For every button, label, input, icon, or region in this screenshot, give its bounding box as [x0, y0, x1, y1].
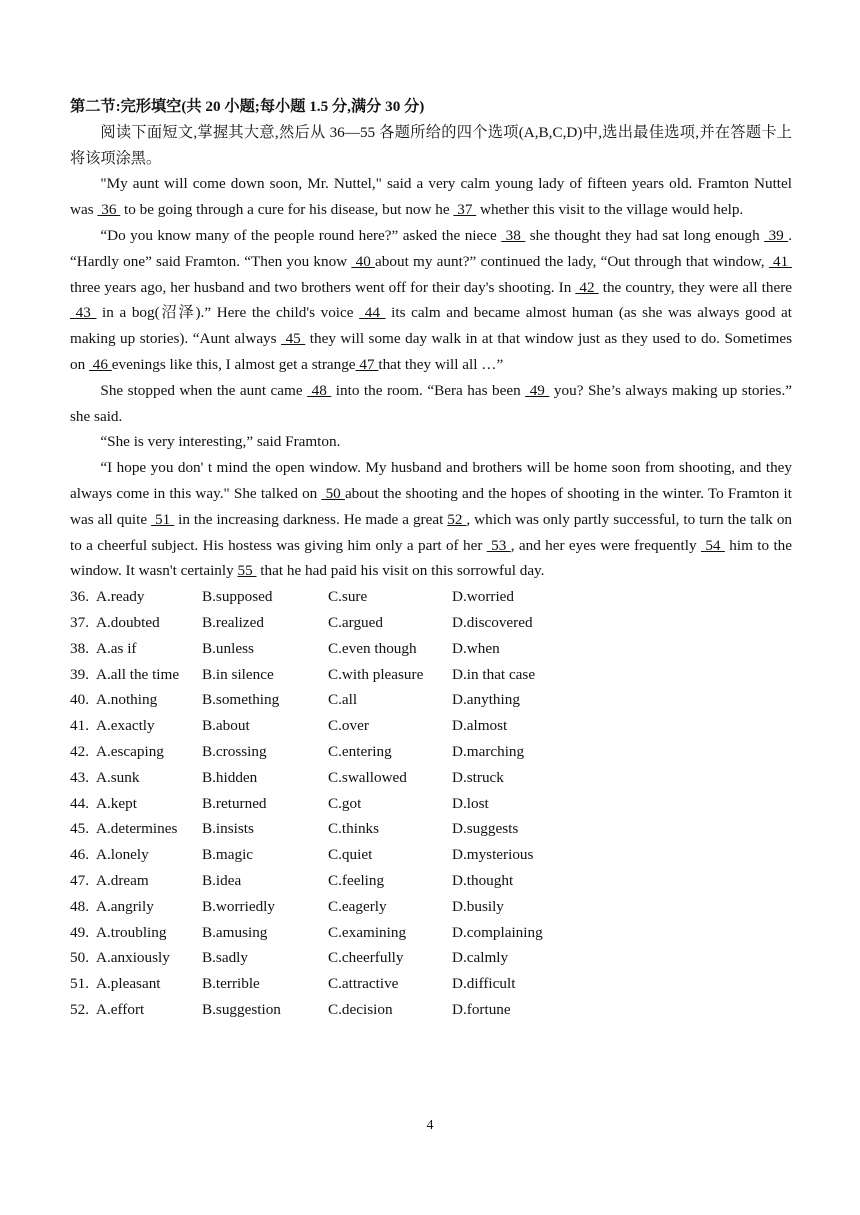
passage-text: “I hope you don' t mind the open window. My husband and brothers will be home soon from shooting, and they always come in this way." She talked on: [70, 459, 792, 502]
answer-blank: 43: [70, 304, 97, 322]
answer-blank: 44: [359, 304, 386, 322]
passage-text: about my aunt?” continued the lady, “Out through that window,: [375, 252, 769, 270]
passage-paragraph-3: [70, 378, 792, 430]
passage-text: in a bog(沼泽).” Here the child's voice: [96, 304, 360, 322]
answer-blank: 53: [486, 536, 511, 554]
question-number: 36.: [70, 588, 89, 606]
option-a: A.troubling: [96, 923, 167, 941]
answer-blank: 51: [151, 510, 175, 528]
option-d: D.discovered: [452, 613, 533, 631]
passage-paragraph-5: [70, 455, 792, 584]
option-c: C.even though: [328, 639, 417, 657]
option-row: [70, 765, 792, 791]
option-b: B.unless: [202, 639, 254, 657]
option-d: D.struck: [452, 768, 504, 786]
option-d: D.complaining: [452, 923, 543, 941]
question-number: 48.: [70, 897, 89, 915]
question-number: 38.: [70, 639, 89, 657]
option-row: [70, 636, 792, 662]
option-b: B.returned: [202, 794, 267, 812]
option-c: C.examining: [328, 923, 407, 941]
option-a: A.doubted: [96, 613, 160, 631]
answer-blank: 47: [355, 355, 379, 373]
option-row: [70, 894, 792, 920]
passage-text: its calm and became almost human (as she was always good at making up stories). “Aunt always: [70, 304, 792, 348]
option-d: D.fortune: [452, 1000, 511, 1018]
question-number: 49.: [70, 923, 89, 941]
passage-text: in the increasing darkness. He made a great: [174, 510, 448, 528]
question-number: 39.: [70, 665, 89, 683]
option-a: A.angrily: [96, 897, 154, 915]
passage-text: three years ago, her husband and two brothers went off for their day's shooting. In: [70, 278, 576, 296]
passage-text: She stopped when the aunt came: [100, 381, 308, 399]
option-a: A.ready: [96, 588, 145, 606]
question-number: 51.: [70, 975, 89, 993]
question-number: 37.: [70, 613, 89, 631]
option-d: D.almost: [452, 717, 508, 735]
option-c: C.argued: [328, 613, 383, 631]
answer-blank: 42: [575, 278, 599, 296]
option-b: B.crossing: [202, 742, 267, 760]
option-b: B.magic: [202, 846, 254, 864]
answer-blank: 39: [764, 226, 789, 244]
passage-text: evenings like this, I almost get a strange: [111, 355, 356, 373]
answer-blank: 46: [88, 355, 112, 373]
option-row: [70, 971, 792, 997]
passage-text: that they will all …”: [378, 355, 504, 373]
passage-paragraph-4: [70, 429, 792, 455]
option-a: A.anxiously: [96, 949, 170, 967]
question-number: 40.: [70, 691, 89, 709]
option-b: B.something: [202, 691, 280, 709]
option-a: A.exactly: [96, 717, 155, 735]
option-row: [70, 662, 792, 688]
option-c: C.swallowed: [328, 768, 407, 786]
question-number: 44.: [70, 794, 89, 812]
passage-text: you? She’s always making up stories.” she said.: [70, 381, 792, 425]
question-number: 47.: [70, 871, 89, 889]
options-list: [70, 584, 792, 1023]
page-number: 4: [426, 1118, 434, 1133]
passage-paragraph-2: [70, 223, 792, 378]
passage-text: the country, they were all there: [598, 278, 792, 296]
option-row: [70, 868, 792, 894]
option-c: C.entering: [328, 742, 392, 760]
option-b: B.realized: [202, 613, 264, 631]
option-c: C.with pleasure: [328, 665, 424, 683]
answer-blank: 55: [237, 562, 257, 580]
option-d: D.anything: [452, 691, 520, 709]
option-c: C.thinks: [328, 820, 380, 838]
option-row: [70, 791, 792, 817]
answer-blank: 54: [700, 536, 725, 554]
option-b: B.hidden: [202, 768, 258, 786]
option-d: D.worried: [452, 588, 514, 606]
exam-page: [70, 94, 792, 1023]
question-number: 52.: [70, 1000, 89, 1018]
instructions: 阅读下面短文,掌握其大意,然后从 36—55 各题所给的四个选项(A,B,C,D)中,选出最佳选项,并在答题卡上将该项涂黑。: [70, 123, 792, 167]
option-d: D.lost: [452, 794, 489, 812]
answer-blank: 38: [501, 226, 526, 244]
option-c: C.all: [328, 691, 358, 709]
passage-text: she thought they had sat long enough: [525, 226, 765, 244]
option-a: A.all the time: [96, 665, 180, 683]
option-a: A.escaping: [96, 742, 164, 760]
option-a: A.pleasant: [96, 975, 161, 993]
question-number: 42.: [70, 742, 89, 760]
passage-text: "My aunt will come down soon, Mr. Nuttel," said a very calm young lady of fifteen years old. Framton Nuttel was: [70, 175, 792, 219]
answer-blank: 37: [453, 201, 477, 219]
option-a: A.kept: [96, 794, 137, 812]
passage-text: . “Hardly one” said Framton. “Then you know: [70, 226, 793, 270]
passage-text: about the shooting and the hopes of shooting in the winter. To Framton it was all quite: [70, 484, 792, 528]
passage-body: [70, 223, 792, 584]
option-c: C.quiet: [328, 846, 373, 864]
answer-blank: 49: [525, 381, 550, 399]
passage-text: whether this visit to the village would help.: [476, 201, 744, 219]
option-d: D.marching: [452, 742, 525, 760]
option-row: [70, 713, 792, 739]
option-c: C.eagerly: [328, 897, 387, 915]
question-number: 45.: [70, 820, 89, 838]
passage-paragraph-1: [70, 171, 792, 223]
option-a: A.nothing: [96, 691, 158, 709]
option-d: D.mysterious: [452, 846, 534, 864]
passage-text: into the room. “Bera has been: [331, 381, 526, 399]
passage-text: to be going through a cure for his disease, but now he: [120, 201, 454, 219]
option-a: A.determines: [96, 820, 178, 838]
option-row: [70, 584, 792, 610]
option-d: D.when: [452, 639, 500, 657]
option-d: D.thought: [452, 871, 514, 889]
option-b: B.about: [202, 717, 250, 735]
option-b: B.idea: [202, 871, 242, 889]
option-a: A.sunk: [96, 768, 140, 786]
option-c: C.cheerfully: [328, 949, 404, 967]
option-b: B.suggestion: [202, 1000, 281, 1018]
answer-blank: 48: [307, 381, 332, 399]
answer-blank: 45: [281, 330, 306, 348]
passage-text: “She is very interesting,” said Framton.: [100, 433, 341, 451]
option-b: B.terrible: [202, 975, 260, 993]
answer-blank: 52: [447, 510, 467, 528]
option-row: [70, 687, 792, 713]
answer-blank: 41: [768, 252, 793, 270]
option-b: B.insists: [202, 820, 254, 838]
option-d: D.busily: [452, 897, 504, 915]
answer-blank: 40: [351, 252, 376, 270]
option-a: A.lonely: [96, 846, 149, 864]
passage-text: they will some day walk in at that window just as they used to do. Sometimes on: [70, 330, 792, 373]
option-d: D.difficult: [452, 975, 516, 993]
option-c: C.decision: [328, 1000, 393, 1018]
question-number: 46.: [70, 846, 89, 864]
option-d: D.suggests: [452, 820, 519, 838]
option-row: [70, 610, 792, 636]
option-b: B.supposed: [202, 588, 273, 606]
passage-text: , which was only partly successful, to turn the talk on to a cheerful subject. His hostess was giving him only a part of her: [70, 510, 793, 554]
question-number: 50.: [70, 949, 89, 967]
passage-text: that he had paid his visit on this sorrowful day.: [256, 562, 545, 580]
option-b: B.in silence: [202, 665, 274, 683]
option-row: [70, 945, 792, 971]
option-row: [70, 997, 792, 1023]
option-a: A.effort: [96, 1000, 145, 1018]
passage-text: him to the window. It wasn't certainly: [70, 536, 793, 580]
option-row: [70, 842, 792, 868]
option-d: D.in that case: [452, 665, 536, 683]
option-row: [70, 816, 792, 842]
option-c: C.got: [328, 794, 362, 812]
option-c: C.feeling: [328, 871, 385, 889]
answer-blank: 36: [97, 201, 121, 219]
option-a: A.as if: [96, 639, 137, 657]
option-c: C.over: [328, 717, 369, 735]
option-d: D.calmly: [452, 949, 509, 967]
section-heading: 第二节:完形填空(共 20 小题;每小题 1.5 分,满分 30 分): [70, 98, 425, 115]
passage-text: “Do you know many of the people round here?” asked the niece: [100, 226, 502, 244]
option-row: [70, 739, 792, 765]
option-b: B.worriedly: [202, 897, 275, 915]
option-a: A.dream: [96, 871, 149, 889]
passage-text: , and her eyes were frequently: [510, 536, 701, 554]
answer-blank: 50: [321, 484, 345, 502]
option-c: C.attractive: [328, 975, 399, 993]
question-number: 41.: [70, 717, 89, 735]
option-row: [70, 920, 792, 946]
question-number: 43.: [70, 768, 89, 786]
option-b: B.amusing: [202, 923, 268, 941]
option-c: C.sure: [328, 588, 368, 606]
option-b: B.sadly: [202, 949, 248, 967]
